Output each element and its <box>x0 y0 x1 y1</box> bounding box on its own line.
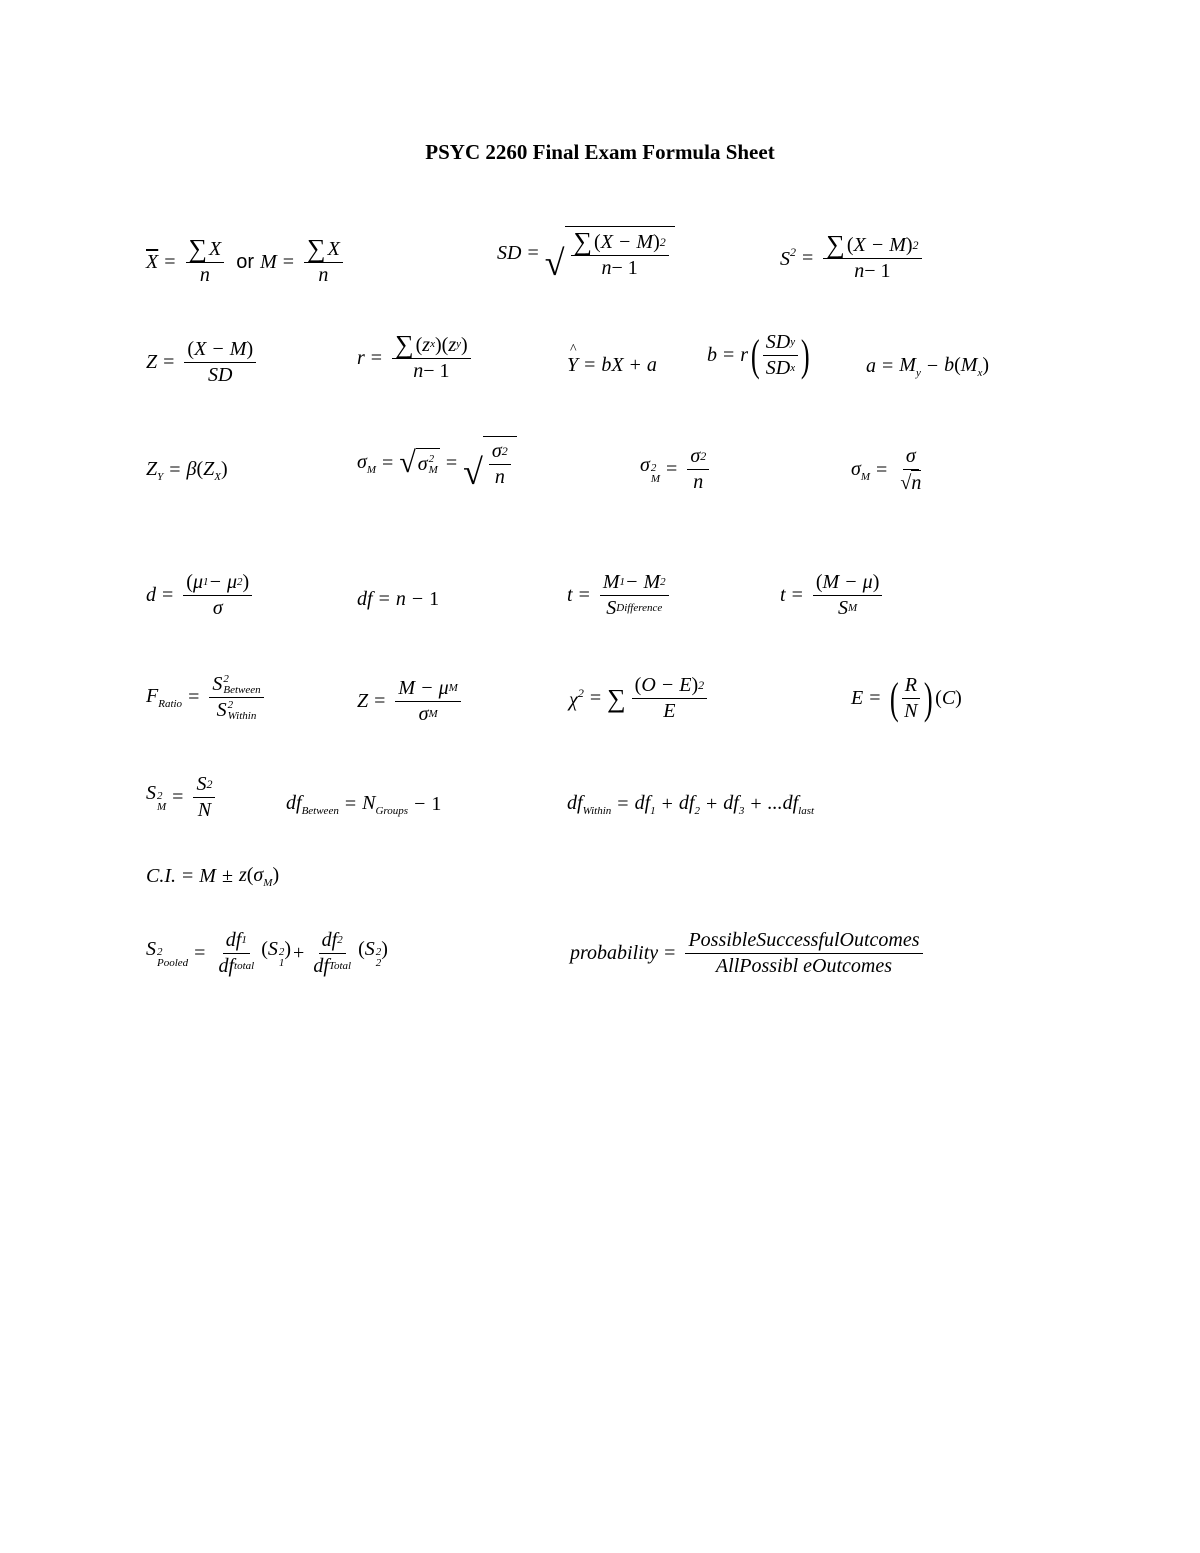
sub-ratio: Ratio <box>158 698 183 710</box>
formula-probability: probability = PossibleSuccessfulOutcomes AllPossibl eOutcomes <box>570 928 927 979</box>
formula-t-independent: t = M 1 − M 2 S Difference <box>567 570 673 621</box>
formula-t-single: t = ( M − μ ) S M <box>780 570 886 621</box>
formula-regression: ^ Y = bX + a <box>567 354 657 377</box>
formula-df-between: $df_{Between}$ = $N_{Groups}$ − 1 <box>286 792 442 817</box>
probability-numerator: PossibleSuccessfulOutcomes <box>685 928 922 954</box>
ci-label: C.I. <box>146 865 176 887</box>
formula-z-score: Z = ( X − M ) SD <box>146 337 260 388</box>
sub-pooled: Pooled <box>157 957 189 969</box>
formula-pooled-variance: S 2 Pooled = df 1 df total (S 2 1 ) + df 2 df Total (S 2 2 ) <box>146 929 388 977</box>
formula-variance-of-mean: σ 2 M = σ 2 n <box>640 444 713 495</box>
page-title: PSYC 2260 Final Exam Formula Sheet <box>425 140 775 164</box>
formula-mean: $\overline{X}$ = ∑ X n or M = ∑ X n <box>146 236 347 288</box>
formula-chi-square: $\chi^2$ = ∑ ( O − E ) 2 E <box>569 673 711 724</box>
formula-effect-size: d = ( μ 1 − μ 2 ) σ <box>146 570 256 621</box>
formula-correlation: r = ∑ ( z x )( z y ) n − 1 <box>357 332 475 384</box>
sub-difference: Difference <box>616 601 663 614</box>
sub-total: total <box>234 959 255 972</box>
probability-denominator: AllPossibl eOutcomes <box>715 955 893 977</box>
formula-intercept: a = $M_y$ − $b(M_x)$ <box>866 354 990 379</box>
sub-total-2: Total <box>328 959 352 972</box>
formula-standard-error: $\sigma_M$ = √ σ 2 M = √ σ 2 n <box>357 436 517 490</box>
formula-variance: $S^2$ = ∑ ( X − M ) 2 n − 1 <box>780 232 926 284</box>
formula-slope: b = r ( SD y SD x ) <box>707 330 810 380</box>
sub-within: Within <box>227 709 257 722</box>
formula-f-ratio: $F_{Ratio}$ = S 2 Between S 2 Within <box>146 672 268 723</box>
sub-last: last <box>798 805 815 817</box>
probability-label: probability <box>570 942 659 964</box>
formula-standard-error-2: $\sigma_M$ = σ √ n <box>851 445 922 494</box>
or-text: or <box>236 250 255 273</box>
sub-groups: Groups <box>375 805 409 817</box>
formula-df: df = n − 1 <box>357 588 440 610</box>
formula-df-within: $df_{Within}$ = $df_1$ + $df_2$ + $df_3$ + $...df_{last}$ <box>567 792 815 817</box>
formula-standardized-regression: $Z_Y$ = $\beta(Z_X)$ <box>146 458 228 483</box>
sub-between-2: Between <box>301 805 339 817</box>
sub-within-2: Within <box>582 805 612 817</box>
formula-expected: E = ( R N ) ( C ) <box>851 673 962 723</box>
formula-standard-deviation: SD = √ ∑ ( X − M ) 2 n − 1 <box>497 226 675 281</box>
formula-confidence-interval: C.I. = M ± $z(\sigma_M)$ <box>146 864 280 889</box>
formula-sample-variance-mean: S 2 M = S 2 N <box>146 772 219 823</box>
sub-between: Between <box>223 683 261 696</box>
formula-z-test: Z = M − μ M σ M <box>357 676 465 727</box>
